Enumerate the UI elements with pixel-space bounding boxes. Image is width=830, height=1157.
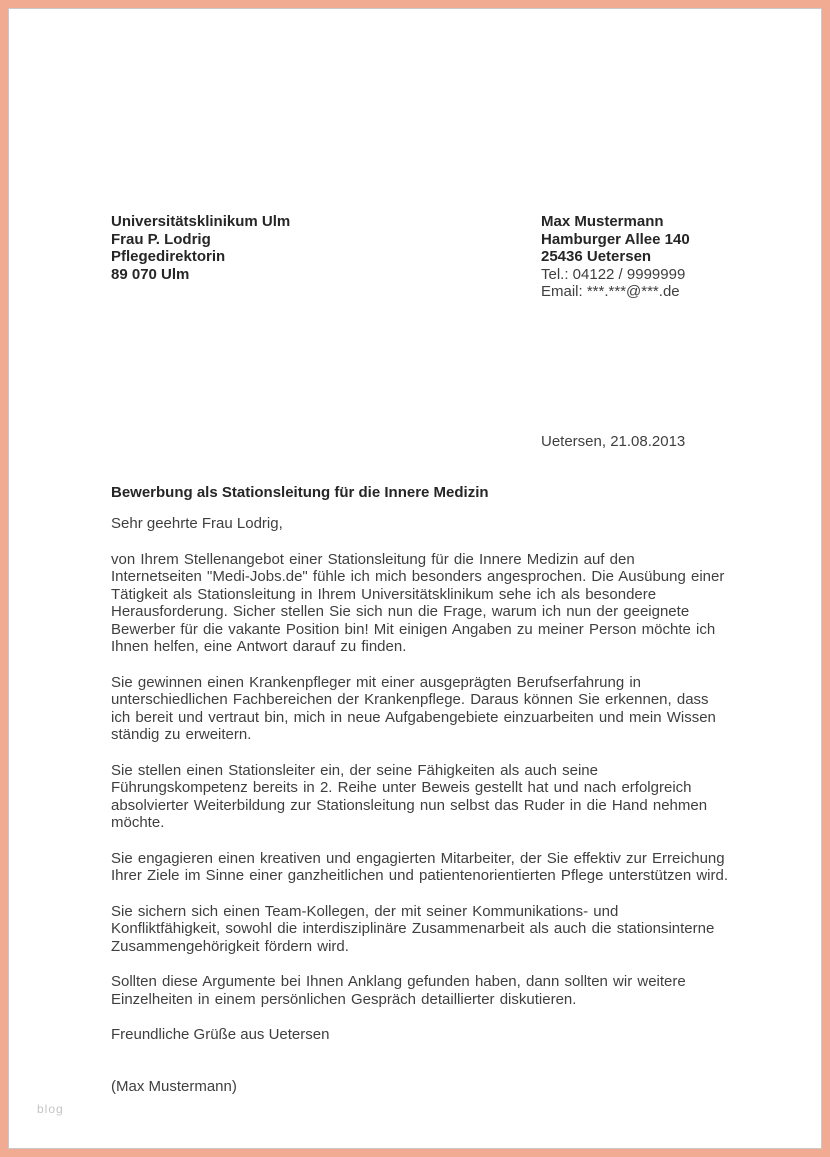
subject-line: Bewerbung als Stationsleitung für die Innere Medizin	[111, 483, 489, 501]
body-paragraph: Sie sichern sich einen Team-Kollegen, der mit seiner Kommunikations- und Konfliktfähigkeit, sowohl die interdisziplinäre Zusammenarbeit als auch die stationsinterne Zusammengehörigkeit fördern wird.	[111, 902, 715, 955]
body-paragraph: von Ihrem Stellenangebot einer Stationsleitung für die Innere Medizin auf den Internetseiten "Medi-Jobs.de" fühle ich mich besonders angesprochen. Die Ausübung einer Tätigkeit als Stationsleitung in Ihrem Universitätsklinikum sehe ich als besondere Herausforderung. Sicher stellen Sie sich nun die Frage, warum ich nun der geeignete Bewerber für die vakante Position bin! Mit einigen Angaben zu meiner Person möchte ich Ihnen helfen, eine Antwort darauf zu finden.	[111, 550, 725, 655]
recipient-line: 89 070 Ulm	[111, 265, 190, 283]
letter-body	[111, 551, 729, 1009]
closing-line: Freundliche Grüße aus Uetersen	[111, 1026, 330, 1043]
sender-city: 25436 Uetersen	[541, 248, 652, 265]
sender-street: Hamburger Allee 140	[541, 230, 690, 248]
body-paragraph: Sie gewinnen einen Krankenpfleger mit einer ausgeprägten Berufserfahrung in unterschiedlichen Fachbereichen der Krankenpflege. Daraus können Sie erkennen, dass ich bereit und vertraut bin, mich in neue Aufgabengebiete einzuarbeiten und mein Wissen ständig zu erweitern.	[111, 673, 716, 743]
sender-block	[541, 213, 690, 301]
salutation: Sehr geehrte Frau Lodrig,	[111, 515, 283, 532]
signature-line: (Max Mustermann)	[111, 1077, 237, 1095]
body-paragraph: Sollten diese Argumente bei Ihnen Anklang gefunden haben, dann sollten wir weitere Einzelheiten in einem persönlichen Gespräch detaillierter diskutieren.	[111, 973, 686, 1008]
sender-email: Email: ***.***@***.de	[541, 283, 680, 300]
date-line: Uetersen, 21.08.2013	[541, 433, 686, 450]
sender-phone: Tel.: 04122 / 9999999	[541, 265, 686, 283]
letter-content	[111, 213, 729, 1095]
sender-name: Max Mustermann	[541, 213, 664, 230]
watermark: blog	[37, 1102, 64, 1116]
letter-page	[8, 8, 822, 1149]
body-paragraph: Sie engagieren einen kreativen und engagierten Mitarbeiter, der Sie effektiv zur Erreichung Ihrer Ziele im Sinne einer ganzheitlichen und patientenorientierten Pflege unterstützen wird.	[111, 849, 729, 884]
recipient-line: Frau P. Lodrig	[111, 230, 211, 248]
address-header	[111, 213, 729, 303]
body-paragraph: Sie stellen einen Stationsleiter ein, der seine Fähigkeiten als auch seine Führungskompetenz bereits in 2. Reihe unter Beweis gestellt hat und nach erfolgreich absolvierter Weiterbildung zur Stationsleitung nun selbst das Ruder in die Hand nehmen möchte.	[111, 761, 708, 831]
recipient-line: Pflegedirektorin	[111, 248, 226, 265]
recipient-line: Universitätsklinikum Ulm	[111, 213, 291, 230]
